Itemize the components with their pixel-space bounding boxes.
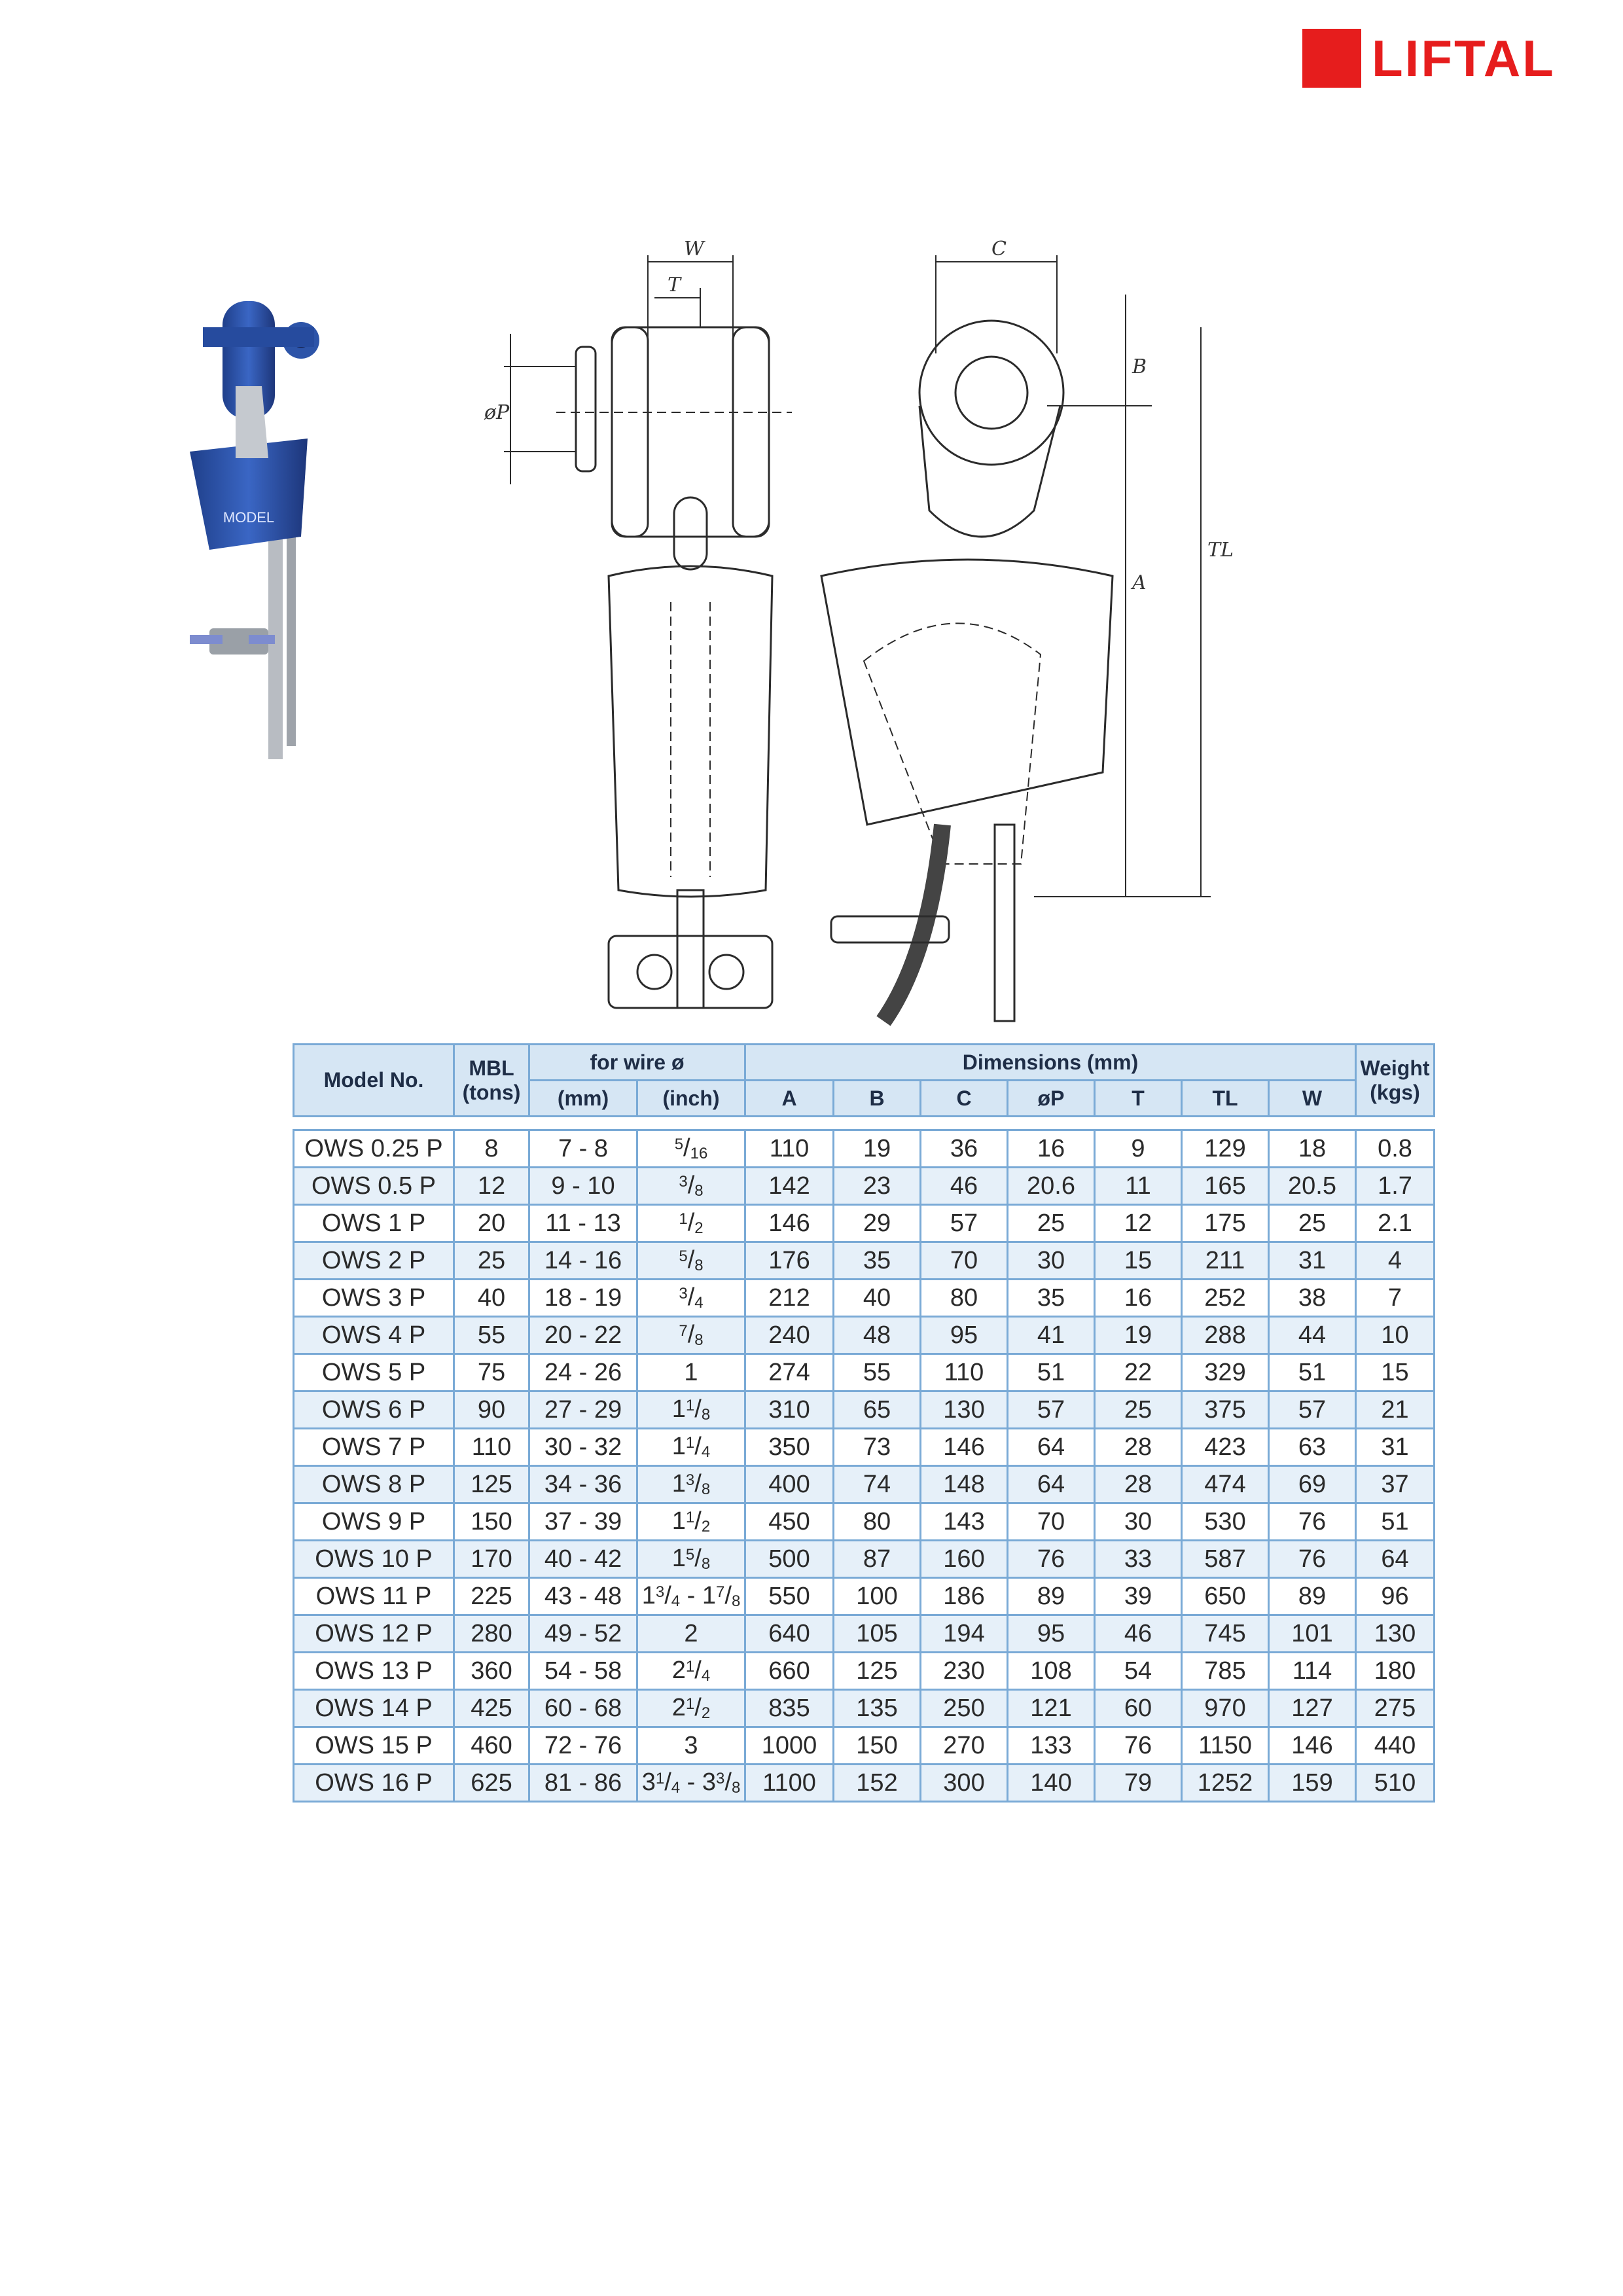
- table-row: [294, 1429, 1435, 1466]
- cell-a: 835: [745, 1690, 834, 1727]
- cell-mbl: 125: [454, 1466, 529, 1503]
- cell-inch: [637, 1168, 745, 1205]
- cell-mm: 18 - 19: [529, 1280, 637, 1317]
- dim-label-w: W: [684, 238, 704, 260]
- cell-t: 28: [1095, 1466, 1182, 1503]
- cell-c: 270: [921, 1727, 1008, 1765]
- header-weight-label: Weight: [1360, 1056, 1430, 1080]
- table-row: [294, 1391, 1435, 1429]
- cell-c: 57: [921, 1205, 1008, 1242]
- photo-model-label: MODEL: [223, 509, 275, 526]
- cell-a: 274: [745, 1354, 834, 1391]
- cell-mm: 20 - 22: [529, 1317, 637, 1354]
- cell-t: 46: [1095, 1615, 1182, 1653]
- header-dimensions: Dimensions (mm): [745, 1045, 1356, 1081]
- cell-inch: [637, 1429, 745, 1466]
- cell-mbl: 25: [454, 1242, 529, 1280]
- cell-a: 110: [745, 1130, 834, 1168]
- logo-square-icon: [1302, 29, 1361, 88]
- cell-a: 310: [745, 1391, 834, 1429]
- table-header: [294, 1045, 1435, 1117]
- cell-tl: 1150: [1182, 1727, 1269, 1765]
- cell-b: 48: [834, 1317, 921, 1354]
- cell-mbl: 460: [454, 1727, 529, 1765]
- cell-p: 76: [1008, 1541, 1095, 1578]
- cell-c: 250: [921, 1690, 1008, 1727]
- cell-mbl: 90: [454, 1391, 529, 1429]
- cell-a: 1100: [745, 1765, 834, 1802]
- inch-fraction: $2^1/_4$: [671, 1657, 711, 1685]
- cell-weight: 10: [1356, 1317, 1435, 1354]
- cell-w: 63: [1269, 1429, 1356, 1466]
- cell-t: 9: [1095, 1130, 1182, 1168]
- cell-c: 130: [921, 1391, 1008, 1429]
- cell-tl: 175: [1182, 1205, 1269, 1242]
- cell-weight: 0.8: [1356, 1130, 1435, 1168]
- cell-model: OWS 13 P: [294, 1653, 454, 1690]
- cell-mm: 14 - 16: [529, 1242, 637, 1280]
- cell-c: 146: [921, 1429, 1008, 1466]
- dim-label-c: C: [991, 238, 1007, 260]
- cell-w: 76: [1269, 1541, 1356, 1578]
- header-mbl: [454, 1045, 529, 1117]
- cell-mm: 54 - 58: [529, 1653, 637, 1690]
- cell-model: OWS 7 P: [294, 1429, 454, 1466]
- cell-p: 133: [1008, 1727, 1095, 1765]
- cell-tl: 288: [1182, 1317, 1269, 1354]
- cell-mbl: 150: [454, 1503, 529, 1541]
- cell-a: 660: [745, 1653, 834, 1690]
- cell-weight: 510: [1356, 1765, 1435, 1802]
- dim-label-p: øP: [484, 401, 510, 424]
- cell-p: 41: [1008, 1317, 1095, 1354]
- cell-b: 125: [834, 1653, 921, 1690]
- cell-weight: 180: [1356, 1653, 1435, 1690]
- cell-mm: 49 - 52: [529, 1615, 637, 1653]
- table-row: [294, 1765, 1435, 1802]
- cell-mm: 9 - 10: [529, 1168, 637, 1205]
- cell-w: 146: [1269, 1727, 1356, 1765]
- cell-p: 64: [1008, 1429, 1095, 1466]
- cell-b: 135: [834, 1690, 921, 1727]
- cell-tl: 423: [1182, 1429, 1269, 1466]
- inch-fraction: $1^7/_8$: [702, 1582, 741, 1610]
- cell-c: 46: [921, 1168, 1008, 1205]
- cell-model: OWS 14 P: [294, 1690, 454, 1727]
- cell-w: 69: [1269, 1466, 1356, 1503]
- cell-b: 80: [834, 1503, 921, 1541]
- cell-mbl: 55: [454, 1317, 529, 1354]
- cell-t: 76: [1095, 1727, 1182, 1765]
- cell-c: 80: [921, 1280, 1008, 1317]
- cell-mm: 40 - 42: [529, 1541, 637, 1578]
- inch-fraction: $1^1/_4$: [671, 1433, 711, 1461]
- cell-mm: 60 - 68: [529, 1690, 637, 1727]
- cell-inch: [637, 1615, 745, 1653]
- cell-weight: 7: [1356, 1280, 1435, 1317]
- cell-mm: 72 - 76: [529, 1727, 637, 1765]
- cell-tl: 785: [1182, 1653, 1269, 1690]
- cell-tl: 474: [1182, 1466, 1269, 1503]
- cell-p: 25: [1008, 1205, 1095, 1242]
- cell-a: 400: [745, 1466, 834, 1503]
- cell-model: OWS 15 P: [294, 1727, 454, 1765]
- cell-tl: 329: [1182, 1354, 1269, 1391]
- cell-a: 350: [745, 1429, 834, 1466]
- cell-weight: 51: [1356, 1503, 1435, 1541]
- cell-mm: 34 - 36: [529, 1466, 637, 1503]
- cell-b: 40: [834, 1280, 921, 1317]
- cell-p: 64: [1008, 1466, 1095, 1503]
- cell-b: 29: [834, 1205, 921, 1242]
- cell-tl: 211: [1182, 1242, 1269, 1280]
- inch-fraction: $1^1/_2$: [671, 1507, 711, 1535]
- table-row: [294, 1690, 1435, 1727]
- cell-inch: [637, 1391, 745, 1429]
- cell-mm: 43 - 48: [529, 1578, 637, 1615]
- inch-fraction: $3^3/_8$: [702, 1768, 741, 1797]
- cell-model: OWS 10 P: [294, 1541, 454, 1578]
- cell-mm: 7 - 8: [529, 1130, 637, 1168]
- cell-mbl: 40: [454, 1280, 529, 1317]
- cell-w: 51: [1269, 1354, 1356, 1391]
- cell-model: OWS 11 P: [294, 1578, 454, 1615]
- cell-weight: 2.1: [1356, 1205, 1435, 1242]
- cell-inch: [637, 1690, 745, 1727]
- table-row: [294, 1317, 1435, 1354]
- cell-b: 73: [834, 1429, 921, 1466]
- cell-c: 143: [921, 1503, 1008, 1541]
- inch-fraction: $^1/_2$: [679, 1209, 704, 1237]
- cell-mbl: 75: [454, 1354, 529, 1391]
- header-wire: for wire ø: [529, 1045, 745, 1081]
- inch-fraction: $1^3/_4$: [641, 1582, 681, 1610]
- cell-t: 30: [1095, 1503, 1182, 1541]
- cell-mm: 24 - 26: [529, 1354, 637, 1391]
- cell-b: 74: [834, 1466, 921, 1503]
- cell-c: 148: [921, 1466, 1008, 1503]
- table-row: [294, 1466, 1435, 1503]
- cell-b: 87: [834, 1541, 921, 1578]
- header-t: T: [1095, 1081, 1182, 1117]
- cell-w: 76: [1269, 1503, 1356, 1541]
- cell-model: OWS 12 P: [294, 1615, 454, 1653]
- cell-t: 15: [1095, 1242, 1182, 1280]
- cell-weight: 275: [1356, 1690, 1435, 1727]
- cell-inch: [637, 1205, 745, 1242]
- cell-a: 240: [745, 1317, 834, 1354]
- header-model: Model No.: [294, 1045, 454, 1117]
- brand-logo: [1302, 29, 1556, 88]
- cell-c: 300: [921, 1765, 1008, 1802]
- cell-tl: 530: [1182, 1503, 1269, 1541]
- cell-model: OWS 16 P: [294, 1765, 454, 1802]
- cell-weight: 37: [1356, 1466, 1435, 1503]
- cell-model: OWS 1 P: [294, 1205, 454, 1242]
- cell-a: 640: [745, 1615, 834, 1653]
- cell-weight: 31: [1356, 1429, 1435, 1466]
- cell-model: OWS 3 P: [294, 1280, 454, 1317]
- cell-inch: $3^1/_4 - 3^3/_8$: [637, 1765, 745, 1802]
- cell-mm: 11 - 13: [529, 1205, 637, 1242]
- dim-label-t: T: [668, 274, 681, 296]
- header-p: øP: [1008, 1081, 1095, 1117]
- cell-inch: [637, 1541, 745, 1578]
- inch-fraction: 2: [684, 1619, 698, 1647]
- cell-inch: [637, 1280, 745, 1317]
- cell-c: 230: [921, 1653, 1008, 1690]
- inch-fraction: 1: [684, 1358, 698, 1386]
- header-mbl-unit: (tons): [462, 1080, 521, 1104]
- cell-model: OWS 5 P: [294, 1354, 454, 1391]
- cell-mbl: 110: [454, 1429, 529, 1466]
- cell-b: 100: [834, 1578, 921, 1615]
- cell-w: 38: [1269, 1280, 1356, 1317]
- cell-a: 550: [745, 1578, 834, 1615]
- cell-tl: 745: [1182, 1615, 1269, 1653]
- cell-model: OWS 8 P: [294, 1466, 454, 1503]
- cell-a: 212: [745, 1280, 834, 1317]
- cell-model: OWS 2 P: [294, 1242, 454, 1280]
- cell-t: 16: [1095, 1280, 1182, 1317]
- cell-w: 127: [1269, 1690, 1356, 1727]
- cell-weight: 21: [1356, 1391, 1435, 1429]
- cell-w: 44: [1269, 1317, 1356, 1354]
- cell-tl: 587: [1182, 1541, 1269, 1578]
- cell-t: 39: [1095, 1578, 1182, 1615]
- cell-c: 36: [921, 1130, 1008, 1168]
- header-weight: [1356, 1045, 1435, 1117]
- cell-t: 54: [1095, 1653, 1182, 1690]
- cell-inch: [637, 1242, 745, 1280]
- table-body: [294, 1117, 1435, 1802]
- cell-inch: [637, 1727, 745, 1765]
- table-row: [294, 1130, 1435, 1168]
- inch-fraction: $1^1/_8$: [671, 1395, 711, 1424]
- cell-t: 11: [1095, 1168, 1182, 1205]
- inch-fraction: $^5/_{16}$: [674, 1134, 708, 1162]
- cell-a: 1000: [745, 1727, 834, 1765]
- cell-model: OWS 6 P: [294, 1391, 454, 1429]
- cell-p: 89: [1008, 1578, 1095, 1615]
- cell-weight: 130: [1356, 1615, 1435, 1653]
- cell-a: 450: [745, 1503, 834, 1541]
- cell-tl: 252: [1182, 1280, 1269, 1317]
- cell-tl: 129: [1182, 1130, 1269, 1168]
- inch-fraction: $^5/_8$: [679, 1246, 704, 1274]
- table-row: [294, 1653, 1435, 1690]
- dim-label-b: B: [1132, 355, 1147, 378]
- header-wire-inch: (inch): [637, 1081, 745, 1117]
- cell-p: 20.6: [1008, 1168, 1095, 1205]
- table-row: [294, 1615, 1435, 1653]
- cell-tl: 375: [1182, 1391, 1269, 1429]
- cell-mm: 27 - 29: [529, 1391, 637, 1429]
- cell-c: 70: [921, 1242, 1008, 1280]
- cell-c: 186: [921, 1578, 1008, 1615]
- header-b: B: [834, 1081, 921, 1117]
- cell-tl: 1252: [1182, 1765, 1269, 1802]
- cell-mbl: 20: [454, 1205, 529, 1242]
- cell-c: 160: [921, 1541, 1008, 1578]
- cell-t: 25: [1095, 1391, 1182, 1429]
- cell-w: 114: [1269, 1653, 1356, 1690]
- cell-p: 35: [1008, 1280, 1095, 1317]
- brand-name: LIFTAL: [1372, 29, 1556, 87]
- cell-w: 25: [1269, 1205, 1356, 1242]
- cell-p: 70: [1008, 1503, 1095, 1541]
- cell-t: 22: [1095, 1354, 1182, 1391]
- cell-mbl: 225: [454, 1578, 529, 1615]
- cell-t: 33: [1095, 1541, 1182, 1578]
- inch-fraction: $1^3/_8$: [671, 1470, 711, 1498]
- specification-table: [293, 1043, 1435, 1803]
- cell-p: 30: [1008, 1242, 1095, 1280]
- header-w: W: [1269, 1081, 1356, 1117]
- cell-b: 55: [834, 1354, 921, 1391]
- cell-inch: [637, 1503, 745, 1541]
- cell-p: 57: [1008, 1391, 1095, 1429]
- cell-inch: [637, 1653, 745, 1690]
- cell-weight: 440: [1356, 1727, 1435, 1765]
- cell-b: 35: [834, 1242, 921, 1280]
- header-mbl-label: MBL: [469, 1056, 514, 1080]
- cell-mbl: 360: [454, 1653, 529, 1690]
- inch-fraction: $2^1/_2$: [671, 1694, 711, 1722]
- table-row: [294, 1205, 1435, 1242]
- cell-weight: 64: [1356, 1541, 1435, 1578]
- header-wire-mm: (mm): [529, 1081, 637, 1117]
- cell-p: 16: [1008, 1130, 1095, 1168]
- dim-label-a: A: [1132, 571, 1147, 594]
- table-row: [294, 1503, 1435, 1541]
- cell-model: OWS 9 P: [294, 1503, 454, 1541]
- header-c: C: [921, 1081, 1008, 1117]
- cell-tl: 650: [1182, 1578, 1269, 1615]
- cell-p: 121: [1008, 1690, 1095, 1727]
- inch-fraction: $^7/_8$: [679, 1321, 704, 1349]
- cell-c: 110: [921, 1354, 1008, 1391]
- cell-weight: 1.7: [1356, 1168, 1435, 1205]
- cell-c: 194: [921, 1615, 1008, 1653]
- cell-t: 60: [1095, 1690, 1182, 1727]
- cell-w: 31: [1269, 1242, 1356, 1280]
- header-a: A: [745, 1081, 834, 1117]
- cell-a: 142: [745, 1168, 834, 1205]
- cell-w: 18: [1269, 1130, 1356, 1168]
- technical-drawings: [458, 236, 1243, 1047]
- cell-b: 23: [834, 1168, 921, 1205]
- cell-t: 79: [1095, 1765, 1182, 1802]
- cell-inch: [637, 1317, 745, 1354]
- cell-w: 20.5: [1269, 1168, 1356, 1205]
- cell-mbl: 280: [454, 1615, 529, 1653]
- cell-model: OWS 0.5 P: [294, 1168, 454, 1205]
- cell-inch: [637, 1130, 745, 1168]
- cell-b: 19: [834, 1130, 921, 1168]
- inch-fraction: $3^1/_4$: [641, 1768, 681, 1797]
- cell-mm: 81 - 86: [529, 1765, 637, 1802]
- inch-fraction: $^3/_4$: [679, 1283, 704, 1312]
- cell-mbl: 170: [454, 1541, 529, 1578]
- table-spacer: [294, 1117, 1435, 1130]
- table-row: [294, 1354, 1435, 1391]
- cell-mbl: 625: [454, 1765, 529, 1802]
- cell-a: 146: [745, 1205, 834, 1242]
- cell-w: 89: [1269, 1578, 1356, 1615]
- cell-model: OWS 4 P: [294, 1317, 454, 1354]
- cell-w: 159: [1269, 1765, 1356, 1802]
- cell-model: OWS 0.25 P: [294, 1130, 454, 1168]
- cell-mbl: 8: [454, 1130, 529, 1168]
- inch-fraction: $^3/_8$: [679, 1172, 704, 1200]
- cell-b: 105: [834, 1615, 921, 1653]
- cell-a: 500: [745, 1541, 834, 1578]
- table-row: [294, 1168, 1435, 1205]
- cell-mbl: 12: [454, 1168, 529, 1205]
- cell-p: 51: [1008, 1354, 1095, 1391]
- cell-inch: $1^3/_4 - 1^7/_8$: [637, 1578, 745, 1615]
- cell-b: 150: [834, 1727, 921, 1765]
- cell-mm: 30 - 32: [529, 1429, 637, 1466]
- cell-mm: 37 - 39: [529, 1503, 637, 1541]
- table-row: [294, 1242, 1435, 1280]
- product-photo: [170, 288, 327, 759]
- cell-weight: 15: [1356, 1354, 1435, 1391]
- cell-tl: 970: [1182, 1690, 1269, 1727]
- inch-fraction: $1^5/_8$: [671, 1545, 711, 1573]
- cell-b: 152: [834, 1765, 921, 1802]
- inch-fraction: 3: [684, 1731, 698, 1759]
- cell-b: 65: [834, 1391, 921, 1429]
- cell-p: 140: [1008, 1765, 1095, 1802]
- table-row: [294, 1727, 1435, 1765]
- cell-tl: 165: [1182, 1168, 1269, 1205]
- cell-w: 101: [1269, 1615, 1356, 1653]
- cell-t: 19: [1095, 1317, 1182, 1354]
- cell-w: 57: [1269, 1391, 1356, 1429]
- cell-p: 108: [1008, 1653, 1095, 1690]
- cell-c: 95: [921, 1317, 1008, 1354]
- table-row: [294, 1280, 1435, 1317]
- cell-t: 12: [1095, 1205, 1182, 1242]
- cell-p: 95: [1008, 1615, 1095, 1653]
- header-weight-unit: (kgs): [1370, 1080, 1420, 1104]
- cell-mbl: 425: [454, 1690, 529, 1727]
- cell-inch: [637, 1466, 745, 1503]
- dim-label-tl: TL: [1207, 539, 1234, 562]
- cell-a: 176: [745, 1242, 834, 1280]
- cell-t: 28: [1095, 1429, 1182, 1466]
- cell-weight: 96: [1356, 1578, 1435, 1615]
- header-tl: TL: [1182, 1081, 1269, 1117]
- cell-weight: 4: [1356, 1242, 1435, 1280]
- table-row: [294, 1578, 1435, 1615]
- table-row: [294, 1541, 1435, 1578]
- cell-inch: [637, 1354, 745, 1391]
